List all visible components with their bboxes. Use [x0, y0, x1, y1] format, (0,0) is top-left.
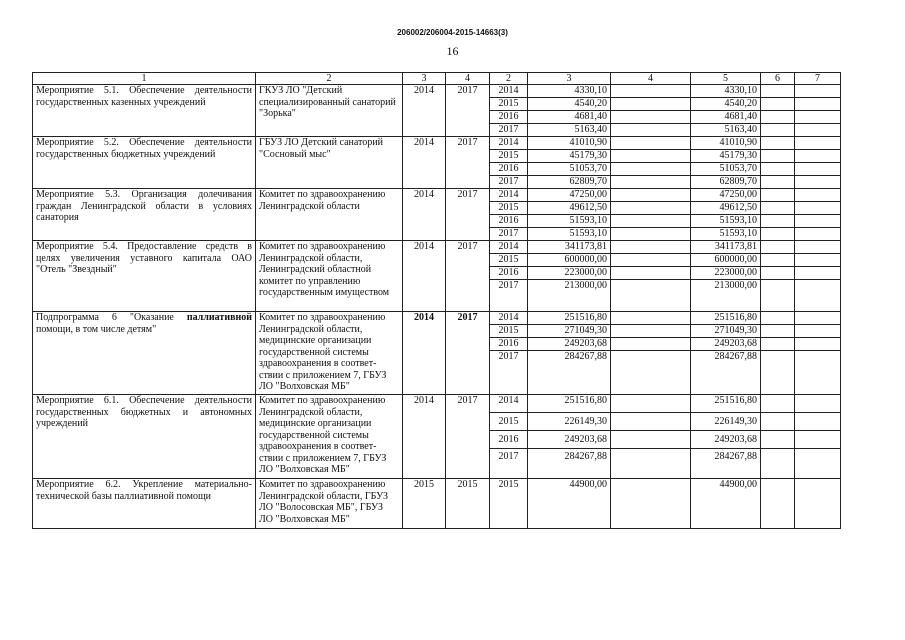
amount-cell: 4681,40 — [528, 111, 611, 124]
table-row — [33, 137, 841, 150]
header-cell: 1 — [33, 73, 256, 85]
amount-cell: 5163,40 — [691, 124, 761, 137]
empty-cell — [611, 395, 691, 413]
empty-cell — [761, 413, 795, 431]
empty-cell — [611, 85, 691, 98]
executor: Комитет по здравоохранению Ленинградской области, медицинские организации государственной системы здравоохранения в соответ-ствии с приложением 7, ГБУЗ ЛО "Волховская МБ" — [256, 395, 403, 479]
empty-cell — [611, 312, 691, 325]
amount-cell: 44900,00 — [528, 479, 611, 529]
empty-cell — [761, 351, 795, 395]
amount-cell: 5163,40 — [528, 124, 611, 137]
table-row — [33, 85, 841, 98]
activity-name: Мероприятие 6.2. Укрепление материально-технической базы паллиативной помощи — [33, 479, 256, 529]
header-cell: 3 — [528, 73, 611, 85]
empty-cell — [761, 254, 795, 267]
start-year: 2015 — [403, 479, 446, 529]
empty-cell — [795, 338, 841, 351]
empty-cell — [761, 431, 795, 449]
header-cell: 5 — [691, 73, 761, 85]
empty-cell — [795, 124, 841, 137]
empty-cell — [795, 395, 841, 413]
empty-cell — [611, 254, 691, 267]
start-year: 2014 — [403, 312, 446, 395]
subprogram-name — [33, 312, 256, 395]
empty-cell — [611, 338, 691, 351]
empty-cell — [761, 150, 795, 163]
table-row — [33, 189, 841, 202]
header-row — [33, 73, 841, 85]
subprogram-name-start: Подпрограмма 6 "Оказание — [36, 312, 174, 323]
empty-cell — [795, 449, 841, 479]
amount-cell: 600000,00 — [528, 254, 611, 267]
header-cell: 4 — [446, 73, 490, 85]
year-cell: 2014 — [490, 312, 528, 325]
empty-cell — [761, 202, 795, 215]
empty-cell — [761, 228, 795, 241]
amount-cell: 51593,10 — [528, 215, 611, 228]
amount-cell: 47250,00 — [691, 189, 761, 202]
activity-name: Мероприятие 5.4. Предоставление средств в целях увеличения уставного капитала ОАО "Отель "Звездный" — [33, 241, 256, 312]
empty-cell — [761, 189, 795, 202]
year-cell: 2014 — [490, 189, 528, 202]
amount-cell: 284267,88 — [691, 449, 761, 479]
year-cell: 2016 — [490, 163, 528, 176]
year-cell: 2015 — [490, 150, 528, 163]
empty-cell — [611, 163, 691, 176]
empty-cell — [795, 280, 841, 312]
amount-cell: 284267,88 — [528, 351, 611, 395]
amount-cell: 600000,00 — [691, 254, 761, 267]
year-cell: 2016 — [490, 267, 528, 280]
empty-cell — [795, 267, 841, 280]
empty-cell — [611, 351, 691, 395]
activity-name: Мероприятие 5.1. Обеспечение деятельности государственных казенных учреждений — [33, 85, 256, 137]
empty-cell — [761, 395, 795, 413]
empty-cell — [761, 338, 795, 351]
document-code: 206002/206004-2015-14663(3) — [397, 28, 508, 37]
amount-cell: 45179,30 — [691, 150, 761, 163]
header-cell: 6 — [761, 73, 795, 85]
year-cell: 2015 — [490, 202, 528, 215]
activity-name: Мероприятие 6.1. Обеспечение деятельности государственных бюджетных и автономных учреждений — [33, 395, 256, 479]
year-cell: 2016 — [490, 111, 528, 124]
empty-cell — [795, 163, 841, 176]
empty-cell — [611, 111, 691, 124]
table-row — [33, 241, 841, 254]
executor: Комитет по здравоохранению Ленинградской области — [256, 189, 403, 241]
amount-cell: 251516,80 — [691, 312, 761, 325]
empty-cell — [795, 312, 841, 325]
empty-cell — [795, 85, 841, 98]
executor: Комитет по здравоохранению Ленинградской области, ГБУЗ ЛО "Волосовская МБ", ГБУЗ ЛО "Волховская МБ" — [256, 479, 403, 529]
header-cell: 4 — [611, 73, 691, 85]
empty-cell — [795, 228, 841, 241]
amount-cell: 51593,10 — [691, 228, 761, 241]
amount-cell: 251516,80 — [528, 395, 611, 413]
empty-cell — [795, 241, 841, 254]
subprogram-name-end: помощи, в том числе детям" — [36, 323, 157, 335]
empty-cell — [611, 479, 691, 529]
empty-cell — [611, 431, 691, 449]
empty-cell — [611, 413, 691, 431]
empty-cell — [761, 241, 795, 254]
year-cell: 2015 — [490, 98, 528, 111]
executor: Комитет по здравоохранению Ленинградской области, Ленинградский областной комитет по управлению государственным имуществом — [256, 241, 403, 312]
year-cell: 2017 — [490, 351, 528, 395]
amount-cell: 62809,70 — [528, 176, 611, 189]
empty-cell — [795, 98, 841, 111]
empty-cell — [611, 241, 691, 254]
amount-cell: 226149,30 — [691, 413, 761, 431]
header-cell: 7 — [795, 73, 841, 85]
year-cell: 2015 — [490, 413, 528, 431]
page-number: 16 — [446, 44, 459, 58]
amount-cell: 271049,30 — [691, 325, 761, 338]
amount-cell: 45179,30 — [528, 150, 611, 163]
empty-cell — [611, 124, 691, 137]
amount-cell: 251516,80 — [528, 312, 611, 325]
end-year: 2017 — [446, 137, 490, 189]
amount-cell: 49612,50 — [691, 202, 761, 215]
amount-cell: 223000,00 — [528, 267, 611, 280]
subprogram-name-bold: паллиативной — [186, 312, 252, 323]
program-table — [32, 72, 841, 529]
empty-cell — [611, 267, 691, 280]
amount-cell: 249203,68 — [691, 431, 761, 449]
amount-cell: 284267,88 — [691, 351, 761, 395]
year-cell: 2014 — [490, 137, 528, 150]
year-cell: 2015 — [490, 479, 528, 529]
empty-cell — [795, 189, 841, 202]
empty-cell — [761, 479, 795, 529]
empty-cell — [611, 98, 691, 111]
year-cell: 2015 — [490, 254, 528, 267]
amount-cell: 62809,70 — [691, 176, 761, 189]
amount-cell: 223000,00 — [691, 267, 761, 280]
executor: Комитет по здравоохранению Ленинградской области, медицинские организации государственной системы здравоохранения в соответ-ствии с приложением 7, ГБУЗ ЛО "Волховская МБ" — [256, 312, 403, 395]
amount-cell: 341173,81 — [691, 241, 761, 254]
empty-cell — [795, 202, 841, 215]
end-year: 2017 — [446, 189, 490, 241]
empty-cell — [761, 176, 795, 189]
header-cell: 2 — [256, 73, 403, 85]
table-row — [33, 395, 841, 413]
empty-cell — [795, 111, 841, 124]
year-cell: 2017 — [490, 449, 528, 479]
end-year: 2017 — [446, 312, 490, 395]
amount-cell: 51053,70 — [528, 163, 611, 176]
year-cell: 2017 — [490, 228, 528, 241]
amount-cell: 4330,10 — [691, 85, 761, 98]
header-cell: 3 — [403, 73, 446, 85]
amount-cell: 44900,00 — [691, 479, 761, 529]
empty-cell — [761, 325, 795, 338]
year-cell: 2017 — [490, 124, 528, 137]
empty-cell — [795, 137, 841, 150]
empty-cell — [611, 215, 691, 228]
empty-cell — [611, 137, 691, 150]
amount-cell: 249203,68 — [528, 431, 611, 449]
executor: ГБУЗ ЛО Детский санаторий "Сосновый мыс" — [256, 137, 403, 189]
year-cell: 2016 — [490, 338, 528, 351]
empty-cell — [795, 254, 841, 267]
empty-cell — [761, 312, 795, 325]
empty-cell — [761, 98, 795, 111]
year-cell: 2014 — [490, 395, 528, 413]
amount-cell: 341173,81 — [528, 241, 611, 254]
empty-cell — [795, 150, 841, 163]
amount-cell: 4540,20 — [691, 98, 761, 111]
amount-cell: 49612,50 — [528, 202, 611, 215]
end-year: 2017 — [446, 241, 490, 312]
empty-cell — [761, 111, 795, 124]
empty-cell — [795, 351, 841, 395]
amount-cell: 249203,68 — [691, 338, 761, 351]
empty-cell — [795, 479, 841, 529]
year-cell: 2016 — [490, 215, 528, 228]
empty-cell — [795, 176, 841, 189]
year-cell: 2016 — [490, 431, 528, 449]
start-year: 2014 — [403, 241, 446, 312]
table-row — [33, 312, 841, 325]
empty-cell — [761, 124, 795, 137]
empty-cell — [611, 449, 691, 479]
amount-cell: 41010,90 — [691, 137, 761, 150]
activity-name: Мероприятие 5.2. Обеспечение деятельности государственных бюджетных учреждений — [33, 137, 256, 189]
amount-cell: 51593,10 — [691, 215, 761, 228]
empty-cell — [795, 325, 841, 338]
year-cell: 2017 — [490, 176, 528, 189]
start-year: 2014 — [403, 137, 446, 189]
amount-cell: 47250,00 — [528, 189, 611, 202]
amount-cell: 251516,80 — [691, 395, 761, 413]
amount-cell: 213000,00 — [691, 280, 761, 312]
empty-cell — [611, 325, 691, 338]
empty-cell — [761, 215, 795, 228]
start-year: 2014 — [403, 395, 446, 479]
amount-cell: 4330,10 — [528, 85, 611, 98]
empty-cell — [611, 280, 691, 312]
start-year: 2014 — [403, 85, 446, 137]
empty-cell — [761, 137, 795, 150]
end-year: 2017 — [446, 85, 490, 137]
table-row — [33, 479, 841, 529]
empty-cell — [761, 163, 795, 176]
amount-cell: 51593,10 — [528, 228, 611, 241]
empty-cell — [611, 150, 691, 163]
empty-cell — [795, 215, 841, 228]
empty-cell — [761, 267, 795, 280]
amount-cell: 226149,30 — [528, 413, 611, 431]
year-cell: 2017 — [490, 280, 528, 312]
activity-name: Мероприятие 5.3. Организация долечивания граждан Ленинградской области в условиях санатория — [33, 189, 256, 241]
amount-cell: 4540,20 — [528, 98, 611, 111]
empty-cell — [761, 449, 795, 479]
empty-cell — [611, 228, 691, 241]
amount-cell: 284267,88 — [528, 449, 611, 479]
amount-cell: 249203,68 — [528, 338, 611, 351]
executor: ГКУЗ ЛО "Детский специализированный санаторий "Зорька" — [256, 85, 403, 137]
amount-cell: 271049,30 — [528, 325, 611, 338]
empty-cell — [611, 176, 691, 189]
empty-cell — [795, 413, 841, 431]
empty-cell — [761, 85, 795, 98]
empty-cell — [611, 189, 691, 202]
year-cell: 2014 — [490, 241, 528, 254]
header-cell: 2 — [490, 73, 528, 85]
end-year: 2015 — [446, 479, 490, 529]
empty-cell — [795, 431, 841, 449]
empty-cell — [761, 280, 795, 312]
amount-cell: 213000,00 — [528, 280, 611, 312]
amount-cell: 51053,70 — [691, 163, 761, 176]
empty-cell — [611, 202, 691, 215]
end-year: 2017 — [446, 395, 490, 479]
amount-cell: 41010,90 — [528, 137, 611, 150]
year-cell: 2015 — [490, 325, 528, 338]
start-year: 2014 — [403, 189, 446, 241]
amount-cell: 4681,40 — [691, 111, 761, 124]
year-cell: 2014 — [490, 85, 528, 98]
